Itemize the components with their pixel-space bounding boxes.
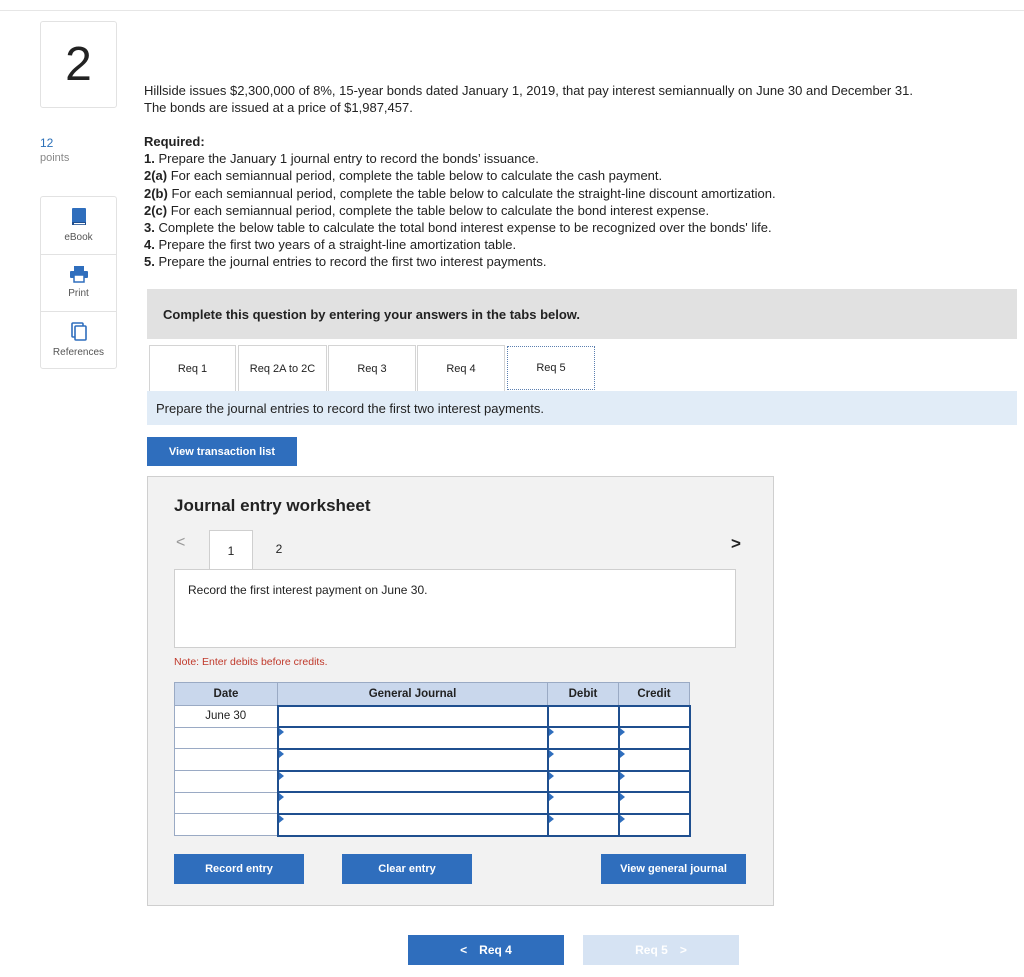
col-credit: Credit <box>619 683 690 706</box>
entry-page-2[interactable]: 2 <box>275 542 283 556</box>
dropdown-indicator-icon <box>549 815 554 823</box>
next-req-button <box>583 935 739 965</box>
required-item: 2(a) For each semiannual period, complete the table below to calculate the cash payment. <box>144 168 663 184</box>
record-instruction: Record the first interest payment on June 30. <box>174 569 736 648</box>
table-row <box>175 771 690 793</box>
question-text <box>144 82 1024 116</box>
required-list <box>144 133 1024 271</box>
dropdown-indicator-icon <box>620 815 625 823</box>
prev-req-button[interactable] <box>408 935 564 965</box>
account-input[interactable] <box>278 706 548 728</box>
account-input[interactable] <box>278 814 548 836</box>
ebook-button[interactable] <box>41 197 116 254</box>
worksheet-title: Journal entry worksheet <box>174 496 371 515</box>
credit-input[interactable] <box>619 792 690 814</box>
debit-input[interactable] <box>548 792 619 814</box>
date-cell <box>175 814 278 836</box>
instruction-banner: Complete this question by entering your answers in the tabs below. <box>147 289 1017 339</box>
required-item: 5. Prepare the journal entries to record the first two interest payments. <box>144 254 547 270</box>
debit-credit-note: Note: Enter debits before credits. <box>174 656 328 668</box>
col-debit: Debit <box>548 683 619 706</box>
ebook-label: eBook <box>64 232 93 243</box>
references-icon <box>70 322 88 342</box>
dropdown-indicator-icon <box>279 728 284 736</box>
debit-input[interactable] <box>548 814 619 836</box>
print-button[interactable] <box>41 254 116 311</box>
required-item: 3. Complete the below table to calculate the total bond interest expense to be recognized over the bonds' life. <box>144 220 772 236</box>
print-label: Print <box>68 288 89 299</box>
chevron-right-icon: > <box>679 943 687 957</box>
references-label: References <box>52 347 105 358</box>
table-row <box>175 814 690 836</box>
next-req-label: Req 5 <box>635 943 668 957</box>
book-icon <box>70 207 88 227</box>
col-general-journal: General Journal <box>278 683 548 706</box>
account-input[interactable] <box>278 771 548 793</box>
prev-req-label: Req 4 <box>479 943 512 957</box>
credit-input[interactable] <box>619 727 690 749</box>
debit-input[interactable] <box>548 727 619 749</box>
date-cell <box>175 749 278 771</box>
chevron-left-icon: < <box>460 943 468 957</box>
dropdown-indicator-icon <box>620 750 625 758</box>
dropdown-indicator-icon <box>620 793 625 801</box>
tools-panel <box>40 196 117 369</box>
required-heading: Required: <box>144 134 205 149</box>
credit-input[interactable] <box>619 706 690 728</box>
required-item: 4. Prepare the first two years of a straight-line amortization table. <box>144 237 517 253</box>
debit-input[interactable] <box>548 706 619 728</box>
credit-input[interactable] <box>619 814 690 836</box>
question-text-line2: The bonds are issued at a price of $1,987,457. <box>144 100 413 115</box>
dropdown-indicator-icon <box>549 772 554 780</box>
dropdown-indicator-icon <box>279 793 284 801</box>
dropdown-indicator-icon <box>549 793 554 801</box>
dropdown-indicator-icon <box>620 728 625 736</box>
tab-req-3[interactable]: Req 3 <box>328 345 416 391</box>
required-item: 2(b) For each semiannual period, complete the table below to calculate the straight-line discount amortization. <box>144 185 776 201</box>
tab-req-2a-2c[interactable]: Req 2A to 2C <box>238 345 327 391</box>
tab-req-1[interactable]: Req 1 <box>149 345 236 391</box>
date-cell <box>175 771 278 793</box>
dropdown-indicator-icon <box>620 772 625 780</box>
date-cell <box>175 727 278 749</box>
journal-worksheet <box>147 476 774 906</box>
credit-input[interactable] <box>619 749 690 771</box>
top-divider <box>0 10 1024 11</box>
prev-entry-arrow[interactable]: < <box>176 534 186 551</box>
next-entry-arrow[interactable]: > <box>731 534 741 553</box>
dropdown-indicator-icon <box>549 728 554 736</box>
record-entry-button[interactable]: Record entry <box>174 854 304 884</box>
account-input[interactable] <box>278 792 548 814</box>
tab-req-5[interactable]: Req 5 <box>507 346 595 390</box>
view-transaction-list-button[interactable]: View transaction list <box>147 437 297 466</box>
date-cell <box>175 792 278 814</box>
dropdown-indicator-icon <box>279 750 284 758</box>
tab-instruction: Prepare the journal entries to record the first two interest payments. <box>147 391 1017 425</box>
dropdown-indicator-icon <box>549 750 554 758</box>
debit-input[interactable] <box>548 771 619 793</box>
question-text-line1: Hillside issues $2,300,000 of 8%, 15-year bonds dated January 1, 2019, that pay interest semiannually on June 30 and December 31. <box>144 83 913 98</box>
entry-page-1[interactable]: 1 <box>209 530 253 570</box>
points-value: 12 <box>40 136 54 150</box>
clear-entry-button[interactable]: Clear entry <box>342 854 472 884</box>
account-input[interactable] <box>278 749 548 771</box>
table-row <box>175 792 690 814</box>
printer-icon <box>69 265 89 283</box>
journal-table <box>174 682 691 837</box>
date-cell: June 30 <box>175 706 278 728</box>
credit-input[interactable] <box>619 771 690 793</box>
table-row <box>175 749 690 771</box>
required-item: 2(c) For each semiannual period, complete the table below to calculate the bond interest expense. <box>144 202 710 218</box>
debit-input[interactable] <box>548 749 619 771</box>
table-row <box>175 706 690 728</box>
view-general-journal-button[interactable]: View general journal <box>601 854 746 884</box>
col-date: Date <box>175 683 278 706</box>
question-number: 2 <box>40 21 117 108</box>
required-item: 1. Prepare the January 1 journal entry to record the bonds’ issuance. <box>144 151 539 167</box>
dropdown-indicator-icon <box>279 772 284 780</box>
references-button[interactable] <box>41 311 116 368</box>
account-input[interactable] <box>278 727 548 749</box>
points-label: points <box>40 152 70 164</box>
tab-req-4[interactable]: Req 4 <box>417 345 505 391</box>
table-row <box>175 727 690 749</box>
dropdown-indicator-icon <box>279 815 284 823</box>
